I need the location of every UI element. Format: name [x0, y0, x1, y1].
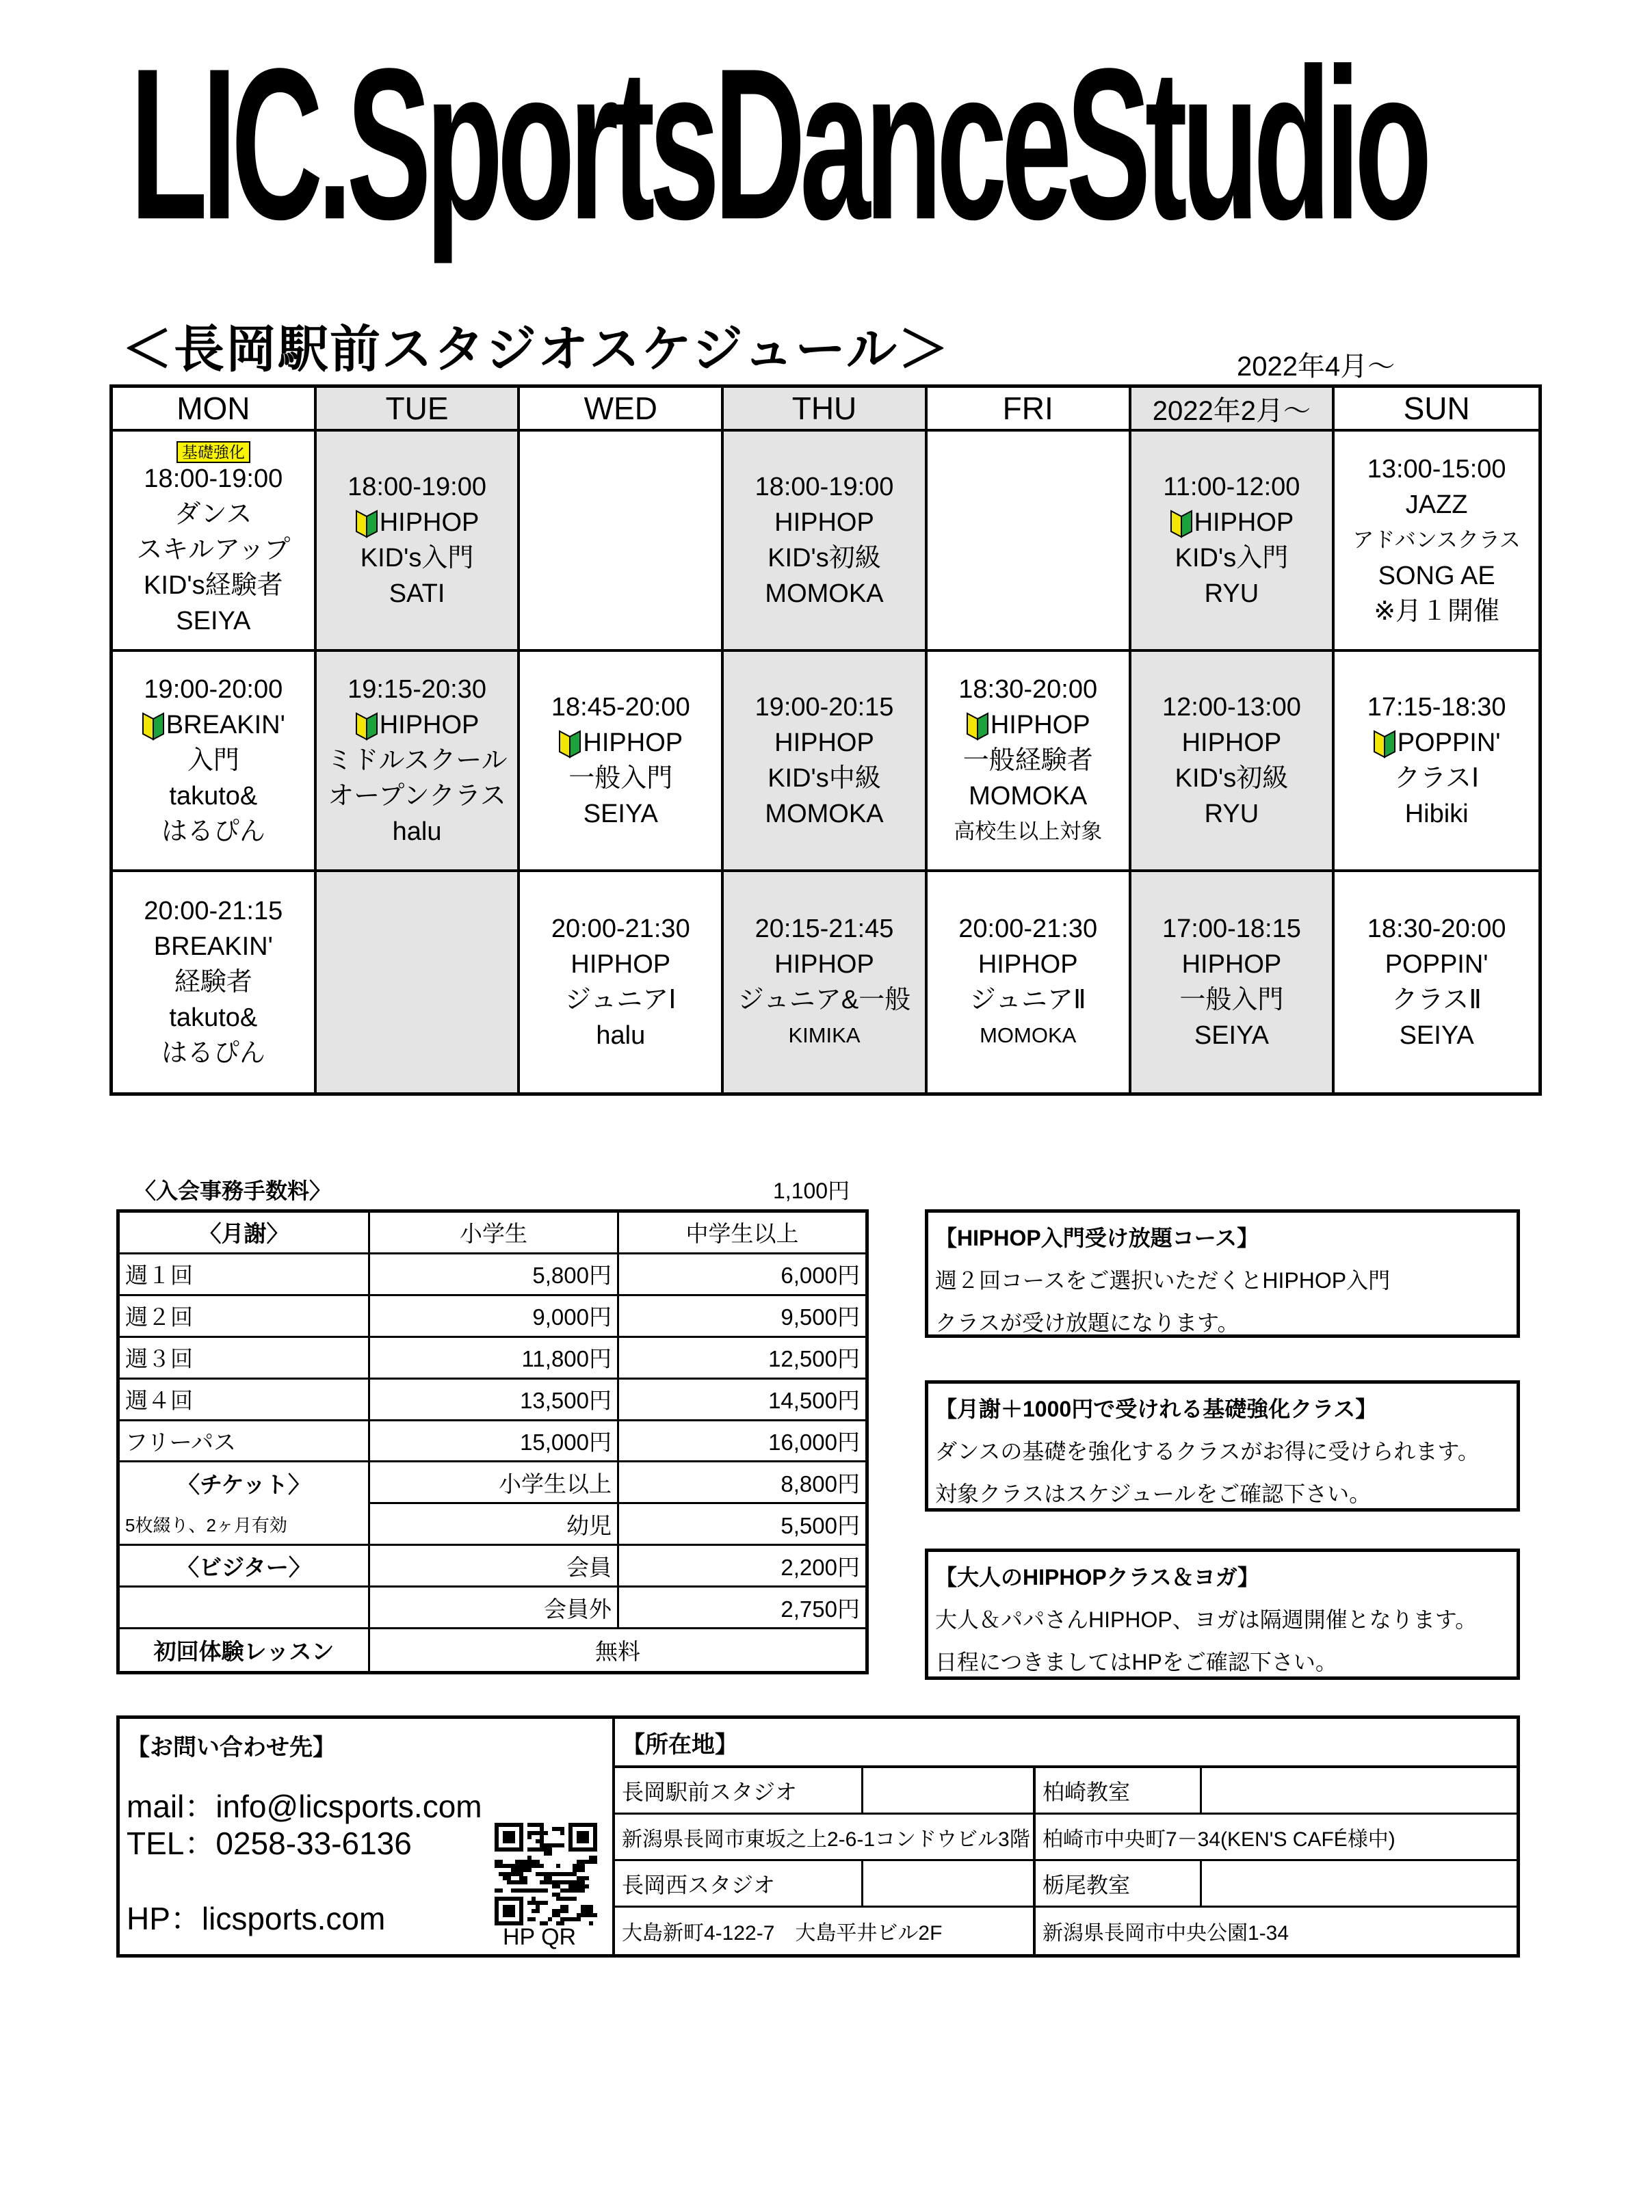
ticket-price: 8,800円 — [619, 1462, 865, 1504]
class-info: RYU — [1204, 579, 1259, 608]
class-time: 18:30-20:00 — [958, 675, 1098, 704]
schedule-heading: ＜長岡駅前スタジオスケジュール＞ — [122, 321, 950, 378]
cell-divider — [1200, 1861, 1202, 1906]
class-slot — [520, 652, 724, 872]
class-info-text: HIPHOP — [379, 711, 480, 739]
locations-block — [615, 1719, 1517, 1954]
location-name-text: 長岡駅前スタジオ — [622, 1779, 798, 1804]
class-info: HIPHOP — [774, 508, 874, 537]
class-info: ジュニア&一般 — [737, 986, 911, 1014]
class-slot — [317, 652, 521, 872]
location-name-text: 長岡西スタジオ — [622, 1872, 776, 1897]
class-info: アドバンスクラス — [1352, 528, 1521, 552]
ticket-price: 5,500円 — [619, 1504, 865, 1546]
ticket-header: 〈チケット〉 — [120, 1462, 370, 1504]
day-header: MON — [113, 388, 317, 432]
class-info — [355, 707, 480, 743]
class-slot — [724, 652, 928, 872]
class-info — [1170, 505, 1294, 540]
class-info: 高校生以上対象 — [954, 819, 1103, 843]
class-info: はるぴん — [161, 1039, 265, 1068]
class-time: 18:00-19:00 — [144, 464, 283, 493]
class-info-text: HIPHOP — [379, 508, 480, 537]
class-time: 17:00-18:15 — [1162, 914, 1301, 943]
visitor-price: 2,200円 — [619, 1546, 865, 1588]
class-time: 18:30-20:00 — [1367, 914, 1506, 943]
visitor-blank — [120, 1588, 370, 1629]
class-info: オープンクラス — [328, 782, 506, 811]
class-time: 18:00-19:00 — [348, 473, 486, 501]
class-slot — [113, 872, 317, 1092]
class-slot — [1335, 652, 1538, 872]
day-header: THU — [724, 388, 928, 432]
class-time: 17:15-18:30 — [1367, 693, 1506, 722]
class-info: MOMOKA — [765, 579, 884, 608]
class-info: SEIYA — [176, 607, 251, 635]
class-info: SEIYA — [1194, 1021, 1269, 1050]
class-time: 19:15-20:30 — [348, 675, 486, 704]
contact-title: 【お問い合わせ先】 — [127, 1735, 336, 1761]
location-name — [615, 1768, 1036, 1815]
qr-label: HP QR — [503, 1924, 577, 1950]
qr-code-icon[interactable] — [495, 1823, 597, 1925]
day-header: WED — [520, 388, 724, 432]
class-time: 11:00-12:00 — [1163, 473, 1300, 501]
class-info: POPPIN' — [1385, 950, 1489, 979]
monthly-junior-up: 12,500円 — [619, 1338, 865, 1380]
class-info — [1373, 725, 1501, 761]
beginner-mark-icon — [558, 730, 581, 759]
cell-divider — [1200, 1768, 1202, 1813]
class-info: KID's中級 — [768, 764, 881, 793]
class-time: 18:00-19:00 — [755, 473, 894, 501]
class-slot — [724, 872, 928, 1092]
empty-slot — [928, 432, 1131, 652]
class-time: 18:45-20:00 — [551, 693, 690, 722]
class-info: HIPHOP — [774, 728, 874, 757]
location-name — [615, 1861, 1036, 1908]
effective-date: 2022年4月～ — [1237, 352, 1395, 382]
class-info: 入門 — [187, 746, 239, 775]
location-address: 大島新町4-122-7 大島平井ビル2F — [615, 1908, 1036, 1954]
contact-block — [120, 1719, 615, 1954]
monthly-elementary: 15,000円 — [370, 1421, 619, 1463]
beginner-mark-icon — [142, 712, 165, 741]
cell-divider — [861, 1768, 863, 1813]
monthly-elementary: 5,800円 — [370, 1254, 619, 1296]
class-info: クラスⅡ — [1391, 986, 1482, 1014]
contact-email[interactable]: mail：info@licsports.com — [127, 1789, 482, 1824]
monthly-label: 週３回 — [120, 1338, 370, 1380]
info-box-basics-class — [925, 1380, 1520, 1512]
class-info: SONG AE — [1378, 562, 1495, 590]
monthly-label: フリーパス — [120, 1421, 370, 1463]
day-header: FRI — [928, 388, 1131, 432]
beginner-mark-icon — [1170, 510, 1193, 538]
class-info: KID's経験者 — [144, 571, 283, 600]
monthly-elementary: 11,800円 — [370, 1338, 619, 1380]
monthly-junior-up: 9,500円 — [619, 1296, 865, 1338]
class-slot — [1131, 872, 1335, 1092]
beginner-mark-icon — [355, 712, 378, 741]
monthly-label: 週４回 — [120, 1380, 370, 1421]
class-slot — [1335, 872, 1538, 1092]
day-header: TUE — [317, 388, 521, 432]
info-box-hiphop-unlimited — [925, 1209, 1520, 1338]
class-info: SATI — [389, 579, 445, 608]
monthly-elementary: 13,500円 — [370, 1380, 619, 1421]
class-info-text: HIPHOP — [583, 728, 683, 757]
info-line: 大人＆パパさんHIPHOP、ヨガは隔週開催となります。 — [935, 1607, 1478, 1632]
class-info: ジュニアⅡ — [969, 986, 1086, 1014]
info-title: 【月謝＋1000円で受けれる基礎強化クラス】 — [935, 1397, 1378, 1421]
visitor-header: 〈ビジター〉 — [120, 1546, 370, 1588]
location-name-text: 柏崎教室 — [1043, 1779, 1131, 1804]
class-slot — [113, 432, 317, 652]
class-info: KIMIKA — [788, 1023, 861, 1047]
class-info: HIPHOP — [1181, 728, 1282, 757]
beginner-mark-icon — [355, 510, 378, 538]
location-address: 新潟県長岡市東坂之上2-6-1コンドウビル3階 — [615, 1815, 1036, 1861]
class-info: KID's入門 — [360, 544, 474, 572]
monthly-junior-up: 14,500円 — [619, 1380, 865, 1421]
info-line: クラスが受け放題になります。 — [935, 1311, 1240, 1335]
class-info — [142, 707, 285, 743]
class-info-text: BREAKIN' — [166, 711, 285, 739]
class-info: MOMOKA — [969, 782, 1088, 811]
location-name — [1036, 1768, 1517, 1815]
cell-divider — [861, 1861, 863, 1906]
ticket-note: 5枚綴り、2ヶ月有効 — [120, 1504, 370, 1546]
class-info: はるぴん — [161, 817, 265, 846]
location-name — [1036, 1861, 1517, 1908]
contact-website[interactable]: HP：licsports.com — [127, 1901, 386, 1936]
class-info: スキルアップ — [136, 536, 291, 564]
locations-title: 【所在地】 — [615, 1719, 1517, 1768]
class-info: MOMOKA — [980, 1023, 1077, 1047]
beginner-mark-icon — [966, 712, 989, 741]
monthly-label: 週１回 — [120, 1254, 370, 1296]
class-info: takuto& — [169, 1003, 258, 1032]
class-slot — [928, 872, 1131, 1092]
class-info: 一般入門 — [568, 764, 673, 793]
empty-slot — [317, 872, 521, 1092]
class-info-text: HIPHOP — [990, 711, 1090, 739]
class-info: HIPHOP — [1181, 950, 1282, 979]
ticket-label: 幼児 — [370, 1504, 619, 1546]
class-info: ダンス — [174, 500, 252, 529]
monthly-elementary: 9,000円 — [370, 1296, 619, 1338]
class-info: 一般入門 — [1179, 986, 1284, 1014]
class-info: Hibiki — [1404, 800, 1469, 828]
class-info: SEIYA — [583, 800, 658, 828]
class-info: SEIYA — [1399, 1021, 1474, 1050]
class-time: 20:00-21:30 — [958, 914, 1098, 943]
class-time: 20:00-21:30 — [551, 914, 690, 943]
visitor-price: 2,750円 — [619, 1588, 865, 1629]
class-slot — [1131, 652, 1335, 872]
visitor-label: 会員 — [370, 1546, 619, 1588]
class-time: 20:00-21:15 — [144, 897, 283, 925]
class-time: 12:00-13:00 — [1162, 693, 1301, 722]
class-info — [355, 505, 480, 540]
class-slot — [113, 652, 317, 872]
visitor-label: 会員外 — [370, 1588, 619, 1629]
class-info: HIPHOP — [774, 950, 874, 979]
class-info: BREAKIN' — [153, 932, 273, 961]
info-box-adult-hiphop-yoga — [925, 1549, 1520, 1680]
class-info-text: POPPIN' — [1397, 728, 1501, 757]
info-line: 対象クラスはスケジュールをご確認下さい。 — [935, 1482, 1372, 1506]
class-info: HIPHOP — [571, 950, 671, 979]
basics-badge: 基礎強化 — [176, 441, 250, 463]
schedule-table — [109, 384, 1542, 1096]
monthly-label: 週２回 — [120, 1296, 370, 1338]
class-slot — [1335, 432, 1538, 652]
class-info: HIPHOP — [978, 950, 1078, 979]
class-info: ミドルスクール — [326, 746, 508, 775]
location-name-text: 栃尾教室 — [1043, 1872, 1131, 1897]
info-title: 【大人のHIPHOPクラス＆ヨガ】 — [935, 1565, 1260, 1590]
class-time: 20:15-21:45 — [755, 914, 894, 943]
info-line: 日程につきましてはHPをご確認下さい。 — [935, 1650, 1337, 1674]
info-line: 週２回コースをご選択いただくとHIPHOP入門 — [935, 1268, 1391, 1293]
beginner-mark-icon — [1373, 730, 1396, 759]
ticket-label: 小学生以上 — [370, 1462, 619, 1504]
class-info: JAZZ — [1405, 490, 1468, 519]
empty-slot — [520, 432, 724, 652]
class-info: 経験者 — [174, 968, 252, 997]
class-slot — [724, 432, 928, 652]
studio-title: LIC.SportsDanceStudio — [130, 23, 1426, 265]
class-info — [558, 725, 683, 761]
contact-phone[interactable]: TEL：0258-33-6136 — [127, 1826, 412, 1861]
monthly-header: 〈月謝〉 — [120, 1213, 370, 1254]
col-junior-up: 中学生以上 — [619, 1213, 865, 1254]
class-info — [966, 707, 1090, 743]
admission-fee-value: 1,100円 — [773, 1179, 850, 1203]
monthly-junior-up: 16,000円 — [619, 1421, 865, 1463]
fee-table — [116, 1209, 869, 1674]
trial-label: 初回体験レッスン — [120, 1629, 370, 1671]
class-info: KID's初級 — [768, 544, 881, 572]
location-address: 柏崎市中央町7－34(KEN'S CAFÉ様中) — [1036, 1815, 1517, 1861]
monthly-junior-up: 6,000円 — [619, 1254, 865, 1296]
day-header: SUN — [1335, 388, 1538, 432]
class-info-text: HIPHOP — [1194, 508, 1294, 537]
class-slot — [520, 872, 724, 1092]
class-info: RYU — [1204, 800, 1259, 828]
class-info: halu — [596, 1021, 646, 1050]
class-info: KID's初級 — [1175, 764, 1289, 793]
class-slot — [317, 432, 521, 652]
class-time: 19:00-20:15 — [755, 693, 894, 722]
class-info: ※月１開催 — [1374, 597, 1500, 626]
class-time: 13:00-15:00 — [1367, 455, 1506, 484]
day-header: 2022年2月～ — [1131, 388, 1335, 432]
class-info: KID's入門 — [1175, 544, 1289, 572]
class-info: MOMOKA — [765, 800, 884, 828]
class-time: 19:00-20:00 — [144, 675, 283, 704]
info-title: 【HIPHOP入門受け放題コース】 — [935, 1226, 1259, 1250]
location-address: 新潟県長岡市中央公園1-34 — [1043, 1922, 1289, 1945]
trial-value: 無料 — [595, 1639, 640, 1665]
class-info: クラスⅠ — [1394, 764, 1480, 793]
admission-fee-label: 〈入会事務手数料〉 — [134, 1179, 332, 1203]
class-slot — [928, 652, 1131, 872]
contact-section — [116, 1715, 1520, 1958]
class-info: takuto& — [169, 782, 258, 811]
class-info: halu — [392, 817, 442, 846]
class-info: ジュニアⅠ — [565, 986, 677, 1014]
class-slot — [1131, 432, 1335, 652]
class-info: 一般経験者 — [962, 746, 1093, 775]
info-line: ダンスの基礎を強化するクラスがお得に受けられます。 — [935, 1439, 1480, 1464]
col-elementary: 小学生 — [370, 1213, 619, 1254]
